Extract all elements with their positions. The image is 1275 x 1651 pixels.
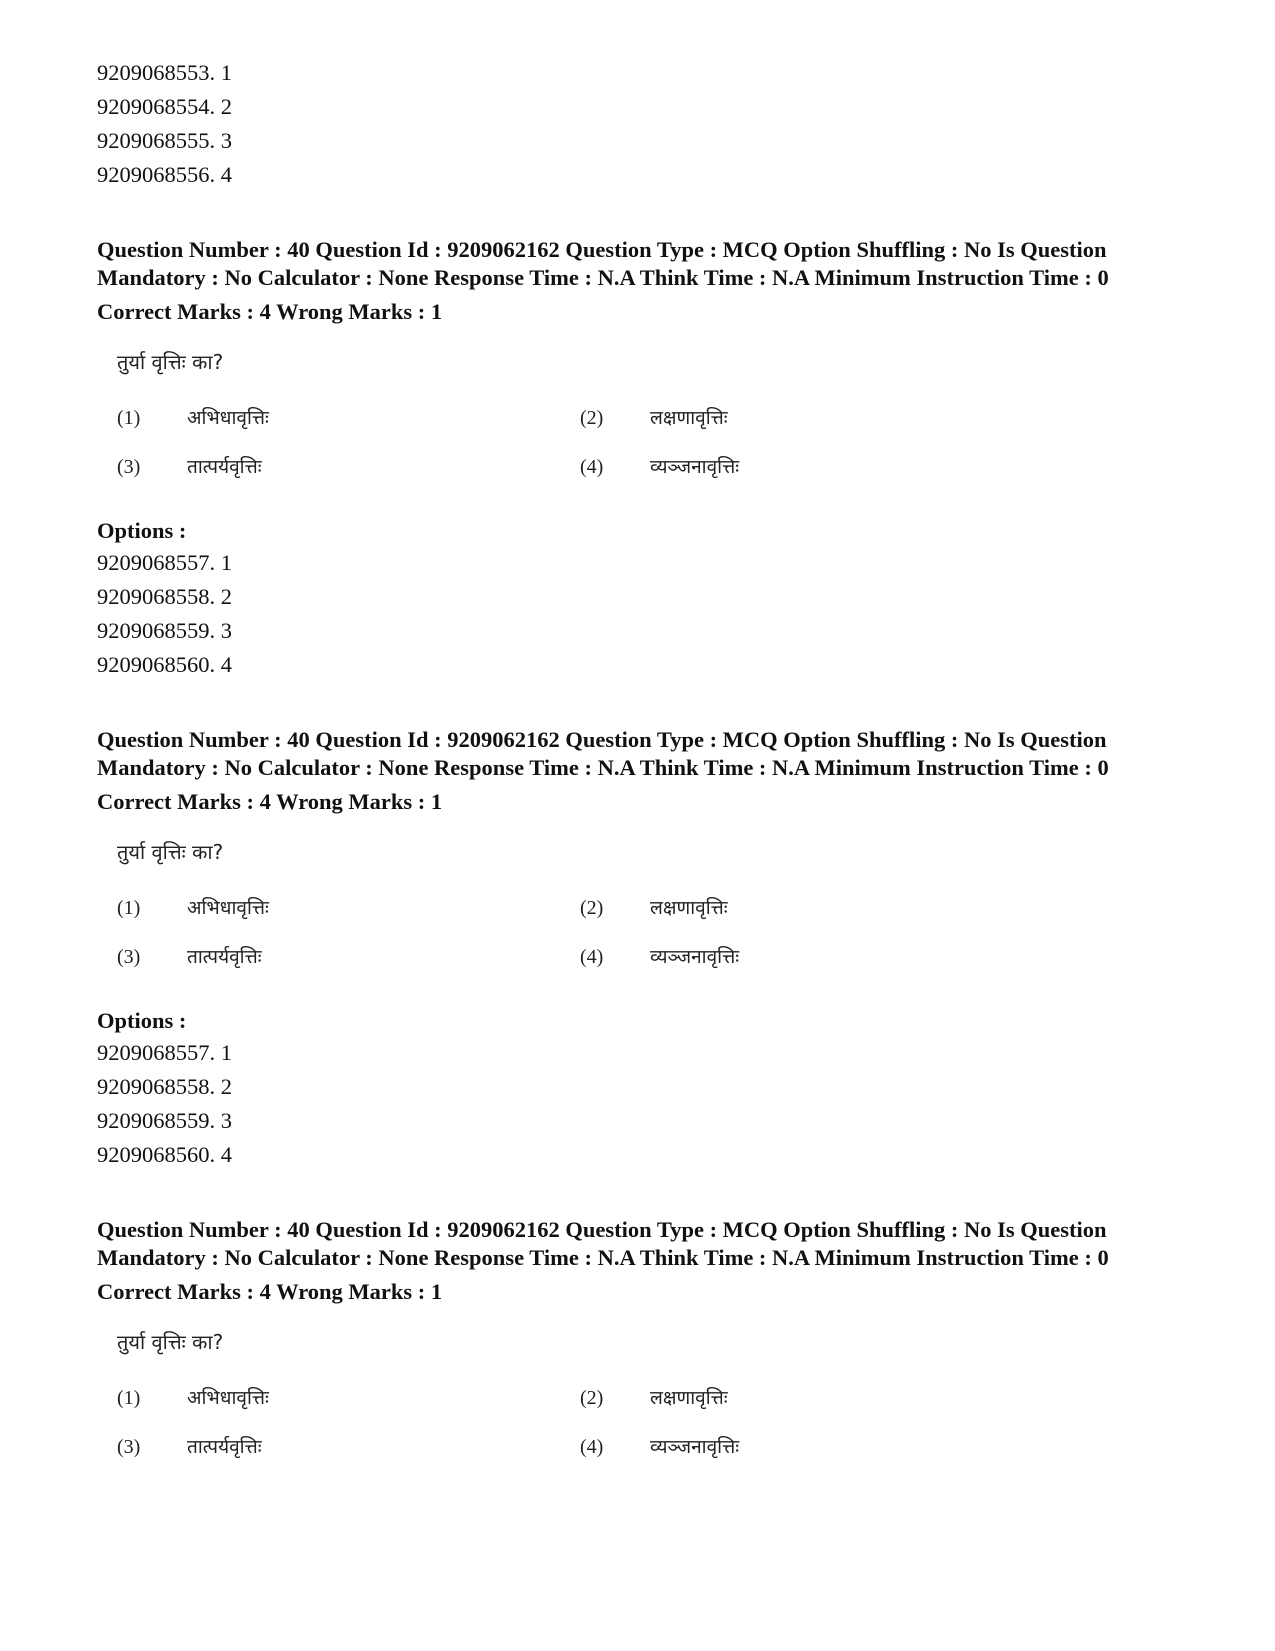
choice-number: (4) (580, 946, 604, 968)
options-title: Options : (97, 518, 187, 543)
choice-4 (580, 943, 739, 969)
option-line: 9209068557. 1 (97, 1040, 232, 1065)
option-line: 9209068558. 2 (97, 1074, 232, 1099)
choice-1 (117, 404, 269, 430)
choice-number: (4) (580, 456, 604, 478)
option-line: 9209068553. 1 (97, 60, 232, 85)
choice-number: (1) (117, 1387, 141, 1409)
choice-number: (2) (580, 407, 604, 429)
choice-3 (117, 1433, 262, 1459)
question-stem: तुर्या वृत्तिः का? (117, 1330, 224, 1354)
choice-4 (580, 1433, 739, 1459)
choice-text: लक्षणावृत्तिः (650, 407, 728, 429)
options-title: Options : (97, 1008, 187, 1033)
option-line: 9209068556. 4 (97, 162, 232, 187)
question-content (97, 1322, 1177, 1492)
option-line: 9209068558. 2 (97, 584, 232, 609)
question-stem: तुर्या वृत्तिः का? (117, 840, 224, 864)
choice-number: (2) (580, 1387, 604, 1409)
choice-text: अभिधावृत्तिः (187, 407, 269, 429)
question-content (97, 342, 1177, 512)
choice-number: (3) (117, 946, 141, 968)
top-option-list (97, 56, 1177, 192)
question-block (97, 236, 1177, 682)
choice-number: (3) (117, 456, 141, 478)
choice-3 (117, 943, 262, 969)
choice-4 (580, 453, 739, 479)
choice-text: लक्षणावृत्तिः (650, 1387, 728, 1409)
question-content (97, 832, 1177, 1002)
choice-1 (117, 1384, 269, 1410)
choice-text: अभिधावृत्तिः (187, 897, 269, 919)
option-line: 9209068555. 3 (97, 128, 232, 153)
question-header: Question Number : 40 Question Id : 9209062162 Question Type : MCQ Option Shuffling : No Is Question Mandatory : No Calculator : None Response Time : N.A Think Time : N.A Minimum Instruction Time : 0 (97, 237, 1109, 290)
choice-number: (2) (580, 897, 604, 919)
choice-text: तात्पर्यवृत्तिः (187, 946, 262, 968)
option-line: 9209068560. 4 (97, 1142, 232, 1167)
choice-2 (580, 894, 728, 920)
choice-number: (1) (117, 897, 141, 919)
option-line: 9209068557. 1 (97, 550, 232, 575)
choice-number: (1) (117, 407, 141, 429)
question-marks: Correct Marks : 4 Wrong Marks : 1 (97, 299, 443, 324)
choice-number: (3) (117, 1436, 141, 1458)
option-line: 9209068560. 4 (97, 652, 232, 677)
choice-text: अभिधावृत्तिः (187, 1387, 269, 1409)
choice-text: व्यञ्जनावृत्तिः (650, 456, 740, 478)
choice-text: व्यञ्जनावृत्तिः (650, 946, 740, 968)
choice-2 (580, 1384, 728, 1410)
document-page (97, 56, 1177, 1492)
question-marks: Correct Marks : 4 Wrong Marks : 1 (97, 1279, 443, 1304)
choice-number: (4) (580, 1436, 604, 1458)
choice-text: लक्षणावृत्तिः (650, 897, 728, 919)
choice-2 (580, 404, 728, 430)
option-line: 9209068559. 3 (97, 1108, 232, 1133)
choice-text: व्यञ्जनावृत्तिः (650, 1436, 740, 1458)
choice-1 (117, 894, 269, 920)
choice-3 (117, 453, 262, 479)
choice-text: तात्पर्यवृत्तिः (187, 456, 262, 478)
question-block (97, 1216, 1177, 1492)
option-line: 9209068554. 2 (97, 94, 232, 119)
question-stem: तुर्या वृत्तिः का? (117, 350, 224, 374)
question-block (97, 726, 1177, 1172)
question-header: Question Number : 40 Question Id : 9209062162 Question Type : MCQ Option Shuffling : No Is Question Mandatory : No Calculator : None Response Time : N.A Think Time : N.A Minimum Instruction Time : 0 (97, 727, 1109, 780)
question-marks: Correct Marks : 4 Wrong Marks : 1 (97, 789, 443, 814)
option-line: 9209068559. 3 (97, 618, 232, 643)
question-header: Question Number : 40 Question Id : 9209062162 Question Type : MCQ Option Shuffling : No Is Question Mandatory : No Calculator : None Response Time : N.A Think Time : N.A Minimum Instruction Time : 0 (97, 1217, 1109, 1270)
choice-text: तात्पर्यवृत्तिः (187, 1436, 262, 1458)
